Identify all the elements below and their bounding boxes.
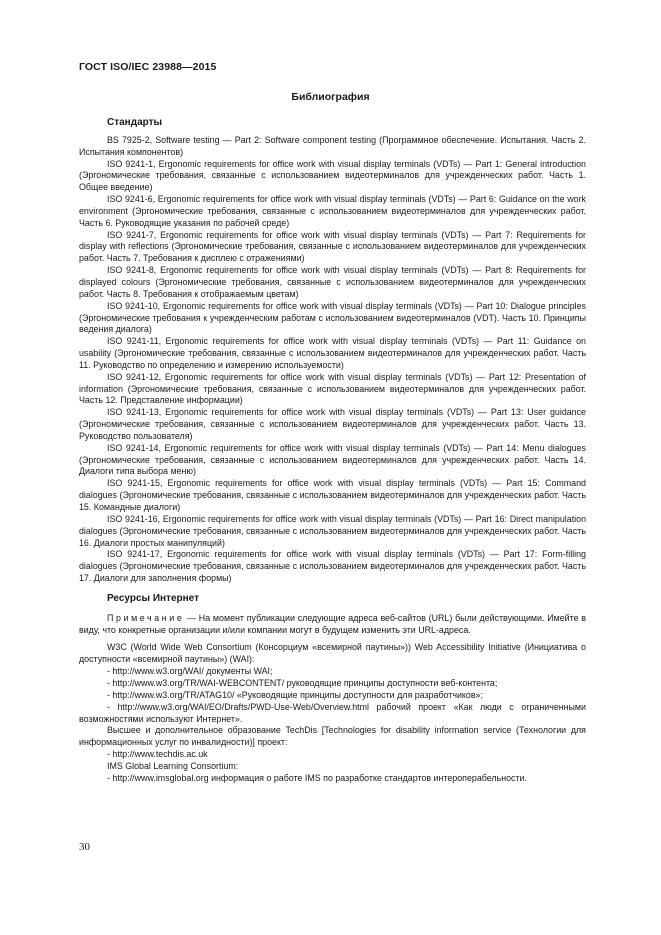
bibliography-item: ISO 9241-1, Ergonomic requirements for office work with visual display terminals (VDTs) — Part 1: General introduction (Эргономические требования, связанные с использованием видеотерминалов для учрежденческих работ. Часть 1. Общее введение): [79, 158, 586, 193]
ims-link: - http://www.imsglobal.org информация о работе IMS по разработке стандартов интероперабельности.: [107, 772, 527, 783]
w3c-intro: W3C (World Wide Web Consortium (Консорциум «всемирной паутины»)) Web Accessibility Initiative (Инициатива о доступности «всемирной паутины») (WAI):: [79, 642, 586, 665]
bibliography-item: ISO 9241-17, Ergonomic requirements for office work with visual display terminals (VDTs) — Part 17: Form-filling dialogues (Эргономические требования, связанные с использованием видеотерминалов для учрежденческих работ. Часть 17. Диалоги для заполнения формы): [79, 549, 586, 584]
w3c-link-item: - http://www.w3.org/WAI/ документы WAI;: [107, 666, 273, 677]
techdis-link: - http://www.techdis.ac.uk: [107, 749, 208, 760]
section-heading-internet: Ресурсы Интернет: [107, 592, 199, 604]
bibliography-item: BS 7925-2, Software testing — Part 2: Software component testing (Программное обеспечение. Испытания. Часть 2. Испытания компонентов): [79, 134, 586, 157]
note-text: — На момент публикации следующие адреса веб-сайтов (URL) были действующими. Имейте в виду, что конкретные организации и/или компании могут в будущем изменить эти URL-адреса.: [79, 612, 586, 635]
w3c-link-item: - http://www.w3.org/WAI/EO/Drafts/PWD-Use-Web/Overview.html рабочий проект «Как люди с ограниченными возможностями используют Интернет».: [79, 701, 586, 724]
bibliography-item: ISO 9241-6, Ergonomic requirements for office work with visual display terminals (VDTs) — Part 6: Guidance on the work environment (Эргономические требования, связанные с использованием видеотерминалов для учрежденческих работ. Часть 6. Руководящие указания по рабочей среде): [79, 194, 586, 228]
note-paragraph: [79, 613, 586, 637]
bibliography-item: ISO 9241-15, Ergonomic requirements for office work with visual display terminals (VDTs) — Part 15: Command dialogues (Эргономические требования, связанные с использованием видеотерминалов для учрежденческих работ. Часть 15. Командные диалоги): [79, 478, 586, 512]
section-heading-standards: Стандарты: [107, 117, 163, 128]
page-number: 30: [79, 841, 90, 853]
page-title: Библиография: [291, 91, 370, 103]
w3c-link-item: - http://www.w3.org/TR/WAI-WEBCONTENT/ руководящие принципы доступности веб-контента;: [107, 677, 498, 688]
note-label: Примечание: [107, 612, 185, 623]
bibliography-item: ISO 9241-14, Ergonomic requirements for office work with visual display terminals (VDTs) — Part 14: Menu dialogues (Эргономические требования, связанные с использованием видеотерминалов для учрежденческих работ. Часть 14. Диалоги типа выбора меню): [79, 442, 586, 477]
page-header-standard-code: ГОСТ ISO/IEC 23988—2015: [79, 61, 217, 73]
bibliography-item: ISO 9241-10, Ergonomic requirements for office work with visual display terminals (VDTs) — Part 10: Dialogue principles (Эргономические требования к учрежденческим работам с использованием видеотерминалов (VDT). Часть 10. Принципы ведения диалога): [79, 300, 586, 335]
bibliography-item: ISO 9241-16, Ergonomic requirements for office work with visual display terminals (VDTs) — Part 16: Direct manipulation dialogues (Эргономические требования, связанные с использованием видеотерминалов для учрежденческих работ. Часть 16. Диалоги простых манипуляций): [79, 513, 586, 548]
bibliography-item: ISO 9241-8, Ergonomic requirements for office work with visual display terminals (VDTs) — Part 8: Requirements for displayed colours (Эргономические требования, связанные с использованием видеотерминалов для учрежденческих работ. Часть 8. Требования к отображаемым цветам): [79, 265, 586, 299]
bibliography-item: ISO 9241-7, Ergonomic requirements for office work with visual display terminals (VDTs) — Part 7: Requirements for display with reflections (Эргономические требования, связанные с использованием видеотерминалов для учрежденческих работ. Часть 7. Требования к дисплею с отражениями): [79, 229, 586, 264]
bibliography-item: ISO 9241-11, Ergonomic requirements for office work with visual display terminals (VDTs) — Part 11: Guidance on usability (Эргономические требования, связанные с использованием видеотерминалов для учрежденческих работ. Часть 11. Руководство по определению и измерению используемости): [79, 336, 586, 370]
bibliography-item: ISO 9241-13, Ergonomic requirements for office work with visual display terminals (VDTs) — Part 13: User guidance (Эргономические требования, связанные с использованием видеотерминалов для учрежденческих работ. Часть 13. Руководство пользователя): [79, 407, 586, 441]
w3c-link-item: - http://www.w3.org/TR/ATAG10/ «Руководящие принципы доступности для разработчиков»;: [107, 689, 483, 700]
bibliography-content: [79, 117, 586, 785]
ims-intro: IMS Global Learning Consortium:: [107, 760, 239, 771]
bibliography-item: ISO 9241-12, Ergonomic requirements for office work with visual display terminals (VDTs) — Part 12: Presentation of information (Эргономические требования, связанные с использованием видеотерминалов для учрежденческих работ. Часть 12. Представление информации): [79, 371, 586, 406]
techdis-intro: Высшее и дополнительное образование TechDis [Technologies for disability information service (Технологии для информационных услуг по инвалидности)] проект:: [79, 725, 586, 748]
